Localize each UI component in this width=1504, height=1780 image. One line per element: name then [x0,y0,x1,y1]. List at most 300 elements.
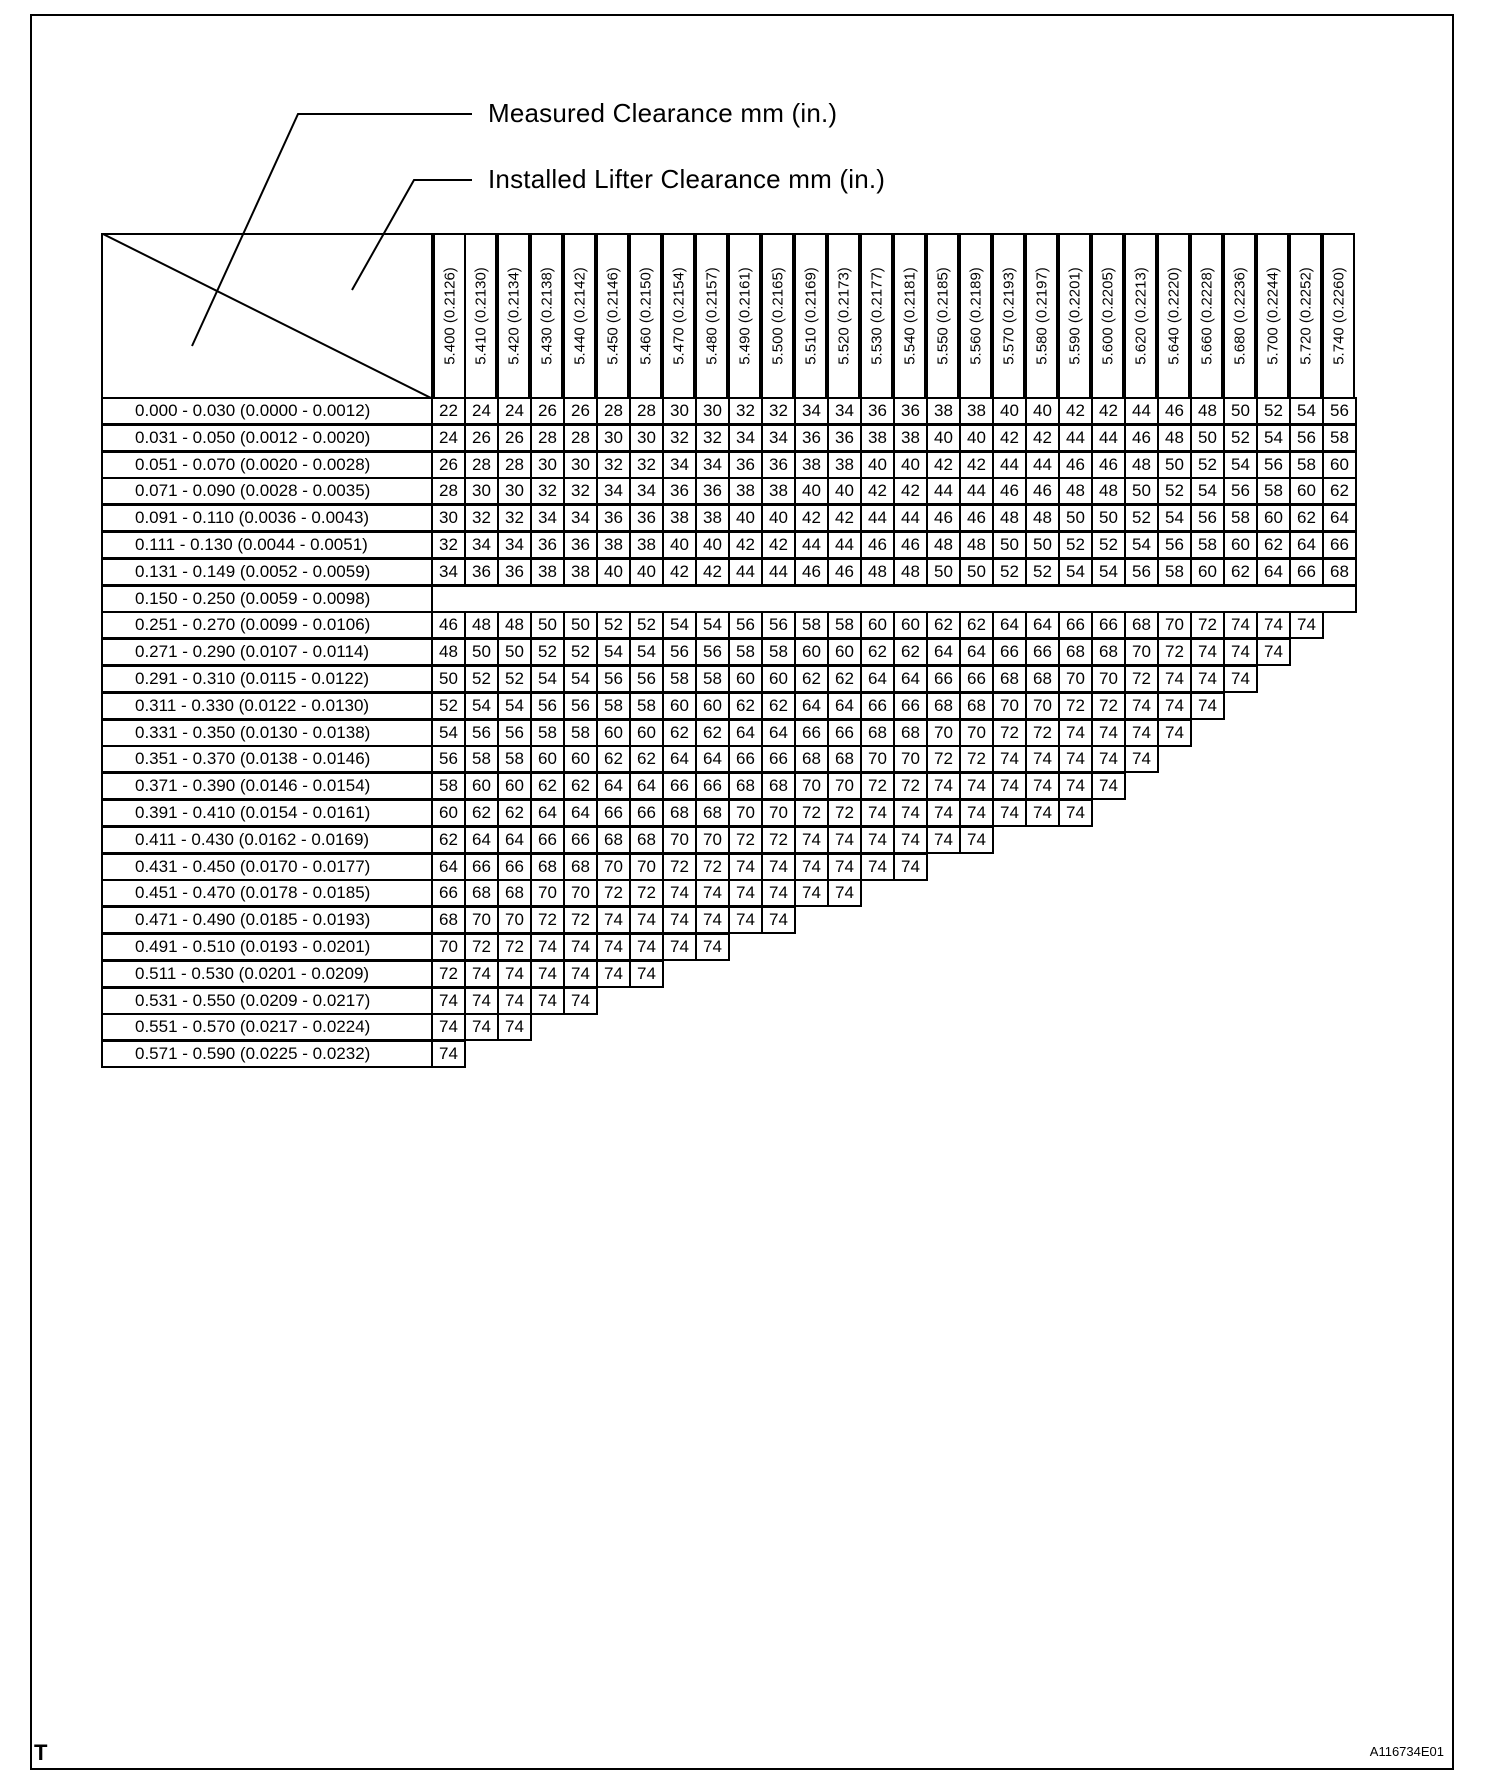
table-cell: 56 [1190,504,1225,532]
table-cell: 30 [464,477,499,505]
table-cell: 46 [1157,397,1192,425]
table-cell: 60 [695,692,730,720]
table-cell: 70 [662,826,697,854]
corner-diagonal [101,233,433,399]
table-cell: 32 [662,424,697,452]
column-header-label: 5.680 (0.2236) [1231,267,1248,365]
table-cell: 44 [1091,424,1126,452]
row-label: 0.571 - 0.590 (0.0225 - 0.0232) [101,1040,433,1068]
table-cell: 74 [761,906,796,934]
table-cell: 32 [464,504,499,532]
table-cell: 48 [1058,477,1093,505]
table-cell: 52 [1157,477,1192,505]
table-cell: 72 [1157,638,1192,666]
column-header [1025,233,1058,399]
table-cell: 74 [926,799,961,827]
table-cell: 64 [926,638,961,666]
table-cell: 28 [497,451,532,479]
column-header [1058,233,1091,399]
table-cell: 32 [497,504,532,532]
table-cell: 36 [497,558,532,586]
table-cell: 44 [794,531,829,559]
table-cell: 28 [530,424,565,452]
table-cell: 70 [431,933,466,961]
table-cell: 68 [794,745,829,773]
table-cell: 58 [1289,451,1324,479]
table-cell: 64 [1322,504,1357,532]
table-cell: 34 [563,504,598,532]
table-cell: 72 [1025,719,1060,747]
table-cell: 32 [530,477,565,505]
column-header [959,233,992,399]
table-cell: 28 [431,477,466,505]
table-cell: 74 [1124,719,1159,747]
table-cell: 72 [563,906,598,934]
table-cell: 66 [761,745,796,773]
table-cell: 70 [695,826,730,854]
table-cell: 68 [926,692,961,720]
table-cell: 48 [959,531,994,559]
table-cell: 52 [431,692,466,720]
table-cell: 38 [530,558,565,586]
column-header [1223,233,1256,399]
table-cell: 44 [959,477,994,505]
row-label: 0.150 - 0.250 (0.0059 - 0.0098) [101,585,433,613]
table-cell: 34 [761,424,796,452]
column-header [992,233,1025,399]
table-cell: 42 [1025,424,1060,452]
table-cell: 74 [464,987,499,1015]
table-cell: 66 [596,799,631,827]
table-cell: 66 [563,826,598,854]
column-header [1091,233,1124,399]
row-label: 0.411 - 0.430 (0.0162 - 0.0169) [101,826,433,854]
table-cell: 66 [1058,611,1093,639]
table-cell: 52 [464,665,499,693]
table-cell: 56 [530,692,565,720]
table-cell: 50 [1058,504,1093,532]
row-label: 0.131 - 0.149 (0.0052 - 0.0059) [101,558,433,586]
table-cell: 56 [1289,424,1324,452]
column-header-label: 5.700 (0.2244) [1264,267,1281,365]
table-cell: 54 [1223,451,1258,479]
table-cell: 28 [596,397,631,425]
table-cell: 74 [893,853,928,881]
table-cell: 72 [827,799,862,827]
column-header [629,233,662,399]
table-cell: 74 [761,879,796,907]
table-cell: 48 [926,531,961,559]
table-cell: 72 [761,826,796,854]
table-cell: 62 [761,692,796,720]
table-cell: 56 [1256,451,1291,479]
column-header [497,233,530,399]
table-cell: 62 [563,772,598,800]
table-cell: 70 [761,799,796,827]
table-cell: 38 [926,397,961,425]
column-header-label: 5.570 (0.2193) [1000,267,1017,365]
table-cell: 62 [695,719,730,747]
row-label: 0.291 - 0.310 (0.0115 - 0.0122) [101,665,433,693]
table-cell: 30 [695,397,730,425]
table-cell: 56 [1124,558,1159,586]
table-cell: 46 [1058,451,1093,479]
table-cell: 62 [497,799,532,827]
table-cell: 58 [497,745,532,773]
table-cell: 32 [629,451,664,479]
table-cell: 42 [992,424,1027,452]
table-cell: 58 [530,719,565,747]
table-cell: 66 [860,692,895,720]
table-cell: 34 [662,451,697,479]
table-cell: 40 [860,451,895,479]
table-cell: 60 [596,719,631,747]
table-cell: 72 [992,719,1027,747]
table-cell: 62 [860,638,895,666]
table-cell: 58 [1157,558,1192,586]
table-cell: 38 [629,531,664,559]
table-cell: 68 [959,692,994,720]
table-cell: 74 [596,960,631,988]
table-cell: 70 [1058,665,1093,693]
table-cell: 64 [761,719,796,747]
table-cell: 26 [563,397,598,425]
table-cell: 74 [761,853,796,881]
table-cell: 74 [926,772,961,800]
table-cell: 38 [728,477,763,505]
table-cell: 74 [695,879,730,907]
table-cell: 66 [728,745,763,773]
column-header-label: 5.490 (0.2161) [736,267,753,365]
table-cell: 64 [992,611,1027,639]
table-cell: 42 [695,558,730,586]
column-header [662,233,695,399]
table-cell: 54 [1289,397,1324,425]
table-cell: 62 [827,665,862,693]
table-cell: 22 [431,397,466,425]
table-cell: 66 [827,719,862,747]
table-cell: 66 [959,665,994,693]
table-cell: 72 [530,906,565,934]
table-cell: 74 [926,826,961,854]
table-cell: 30 [596,424,631,452]
table-cell: 60 [860,611,895,639]
table-cell: 48 [1025,504,1060,532]
table-cell: 62 [1289,504,1324,532]
table-cell: 74 [629,960,664,988]
table-cell: 74 [1256,638,1291,666]
row-label: 0.271 - 0.290 (0.0107 - 0.0114) [101,638,433,666]
table-cell: 40 [959,424,994,452]
table-cell: 42 [959,451,994,479]
table-cell: 74 [497,960,532,988]
table-cell: 74 [1091,745,1126,773]
table-cell: 74 [992,745,1027,773]
table-cell: 74 [992,772,1027,800]
table-cell: 54 [1091,558,1126,586]
table-cell: 74 [893,799,928,827]
table-cell: 74 [431,987,466,1015]
column-header-label: 5.590 (0.2201) [1066,267,1083,365]
table-cell: 36 [794,424,829,452]
table-cell: 30 [629,424,664,452]
table-cell: 68 [431,906,466,934]
table-cell: 38 [959,397,994,425]
table-cell: 52 [1025,558,1060,586]
table-cell: 40 [662,531,697,559]
table-cell: 58 [431,772,466,800]
table-cell: 36 [728,451,763,479]
table-cell: 36 [893,397,928,425]
table-cell: 42 [1091,397,1126,425]
table-cell: 70 [1091,665,1126,693]
table-cell: 74 [860,826,895,854]
table-cell: 68 [827,745,862,773]
table-cell: 52 [563,638,598,666]
table-cell: 48 [1091,477,1126,505]
table-cell: 68 [629,826,664,854]
column-header-label: 5.460 (0.2150) [637,267,654,365]
table-cell: 50 [1124,477,1159,505]
table-cell: 54 [563,665,598,693]
table-cell: 36 [629,504,664,532]
table-cell: 50 [497,638,532,666]
table-cell: 72 [926,745,961,773]
column-header-label: 5.470 (0.2154) [670,267,687,365]
table-cell: 36 [464,558,499,586]
table-cell: 74 [794,879,829,907]
table-cell: 62 [1223,558,1258,586]
table-cell: 50 [1223,397,1258,425]
table-cell: 58 [827,611,862,639]
table-cell: 52 [992,558,1027,586]
table-cell: 52 [1256,397,1291,425]
row-label: 0.451 - 0.470 (0.0178 - 0.0185) [101,879,433,907]
table-cell: 38 [827,451,862,479]
row-label: 0.511 - 0.530 (0.0201 - 0.0209) [101,960,433,988]
table-cell: 62 [662,719,697,747]
table-cell: 46 [992,477,1027,505]
table-cell: 74 [1256,611,1291,639]
row-label: 0.531 - 0.550 (0.0209 - 0.0217) [101,987,433,1015]
table-cell: 58 [761,638,796,666]
table-cell: 48 [860,558,895,586]
table-cell: 64 [662,745,697,773]
table-cell: 66 [1091,611,1126,639]
table-cell: 68 [992,665,1027,693]
table-cell: 62 [959,611,994,639]
table-cell: 60 [794,638,829,666]
table-cell: 64 [596,772,631,800]
table-cell: 74 [1124,745,1159,773]
table-cell: 74 [860,799,895,827]
row-label: 0.351 - 0.370 (0.0138 - 0.0146) [101,745,433,773]
table-cell: 30 [662,397,697,425]
table-cell: 64 [431,853,466,881]
table-cell: 72 [893,772,928,800]
table-cell: 52 [1223,424,1258,452]
table-cell: 46 [926,504,961,532]
column-header-label: 5.620 (0.2213) [1132,267,1149,365]
table-cell: 66 [992,638,1027,666]
table-cell: 72 [464,933,499,961]
table-cell: 58 [794,611,829,639]
table-cell: 74 [1223,665,1258,693]
column-header [893,233,926,399]
table-cell: 74 [860,853,895,881]
table-cell: 34 [530,504,565,532]
table-cell: 68 [728,772,763,800]
table-cell: 58 [1223,504,1258,532]
table-cell: 38 [596,531,631,559]
table-cell: 60 [1190,558,1225,586]
table-cell: 74 [563,960,598,988]
table-cell: 72 [629,879,664,907]
table-cell: 54 [1190,477,1225,505]
table-cell: 40 [596,558,631,586]
table-cell: 50 [1091,504,1126,532]
table-cell: 40 [992,397,1027,425]
table-cell: 70 [563,879,598,907]
column-header [563,233,596,399]
table-cell: 70 [893,745,928,773]
table-cell: 56 [761,611,796,639]
column-header [433,233,466,399]
column-header-label: 5.540 (0.2181) [901,267,918,365]
table-cell: 74 [728,879,763,907]
table-cell: 36 [860,397,895,425]
table-cell: 60 [728,665,763,693]
table-cell: 74 [728,853,763,881]
table-cell: 60 [431,799,466,827]
table-cell: 36 [695,477,730,505]
table-cell: 64 [563,799,598,827]
table-cell: 70 [827,772,862,800]
table-cell: 40 [926,424,961,452]
table-cell: 74 [1025,799,1060,827]
table-cell: 40 [629,558,664,586]
column-header-label: 5.740 (0.2260) [1330,267,1347,365]
table-cell: 40 [893,451,928,479]
table-cell: 60 [761,665,796,693]
table-cell: 74 [1190,692,1225,720]
column-header [827,233,860,399]
table-cell: 26 [464,424,499,452]
table-cell: 56 [563,692,598,720]
table-cell: 74 [794,853,829,881]
table-cell: 72 [497,933,532,961]
table-cell: 44 [728,558,763,586]
table-cell: 60 [563,745,598,773]
table-cell: 74 [1190,665,1225,693]
table-cell: 74 [530,960,565,988]
table-cell: 64 [1289,531,1324,559]
table-cell: 54 [1256,424,1291,452]
table-cell: 50 [1157,451,1192,479]
table-cell: 44 [992,451,1027,479]
table-cell: 48 [497,611,532,639]
table-cell: 64 [464,826,499,854]
table-cell: 26 [530,397,565,425]
table-cell: 30 [431,504,466,532]
table-cell: 48 [893,558,928,586]
table-cell: 72 [860,772,895,800]
table-cell: 58 [1256,477,1291,505]
table-cell: 74 [992,799,1027,827]
table-cell: 74 [827,879,862,907]
table-cell: 70 [497,906,532,934]
table-cell: 62 [431,826,466,854]
table-cell: 70 [629,853,664,881]
table-cell: 66 [497,853,532,881]
footer-mark: T [34,1740,48,1765]
table-cell: 74 [431,1013,466,1041]
table-cell: 50 [464,638,499,666]
table-cell: 38 [662,504,697,532]
table-cell: 30 [497,477,532,505]
column-header-label: 5.550 (0.2185) [934,267,951,365]
table-cell: 46 [1091,451,1126,479]
column-header [1124,233,1157,399]
table-cell: 56 [1223,477,1258,505]
column-header [596,233,629,399]
table-cell: 68 [695,799,730,827]
row-label: 0.000 - 0.030 (0.0000 - 0.0012) [101,397,433,425]
table-cell: 24 [464,397,499,425]
table-cell: 74 [431,1040,466,1068]
table-cell: 32 [728,397,763,425]
table-cell: 74 [1157,665,1192,693]
row-label: 0.091 - 0.110 (0.0036 - 0.0043) [101,504,433,532]
table-cell: 60 [893,611,928,639]
table-cell: 24 [497,397,532,425]
table-cell: 74 [596,933,631,961]
table-cell: 72 [728,826,763,854]
table-cell: 66 [464,853,499,881]
table-cell: 40 [761,504,796,532]
table-cell: 68 [1025,665,1060,693]
table-cell: 72 [1190,611,1225,639]
table-cell: 68 [530,853,565,881]
table-cell: 42 [926,451,961,479]
column-header-label: 5.580 (0.2197) [1033,267,1050,365]
table-cell: 56 [1157,531,1192,559]
column-header-label: 5.640 (0.2220) [1165,267,1182,365]
column-header-label: 5.560 (0.2189) [967,267,984,365]
table-cell: 64 [1025,611,1060,639]
table-cell: 46 [827,558,862,586]
table-cell: 38 [695,504,730,532]
table-cell: 62 [596,745,631,773]
table-cell: 40 [1025,397,1060,425]
column-header [860,233,893,399]
table-cell: 64 [893,665,928,693]
table-cell: 54 [629,638,664,666]
table-cell: 24 [431,424,466,452]
table-cell: 34 [596,477,631,505]
table-cell: 54 [431,719,466,747]
table-cell: 44 [926,477,961,505]
table-cell: 46 [794,558,829,586]
table-cell: 52 [1058,531,1093,559]
row-label: 0.471 - 0.490 (0.0185 - 0.0193) [101,906,433,934]
row-label: 0.031 - 0.050 (0.0012 - 0.0020) [101,424,433,452]
table-cell: 50 [926,558,961,586]
table-cell: 74 [497,1013,532,1041]
column-header-label: 5.510 (0.2169) [802,267,819,365]
table-cell: 34 [728,424,763,452]
table-cell: 66 [695,772,730,800]
